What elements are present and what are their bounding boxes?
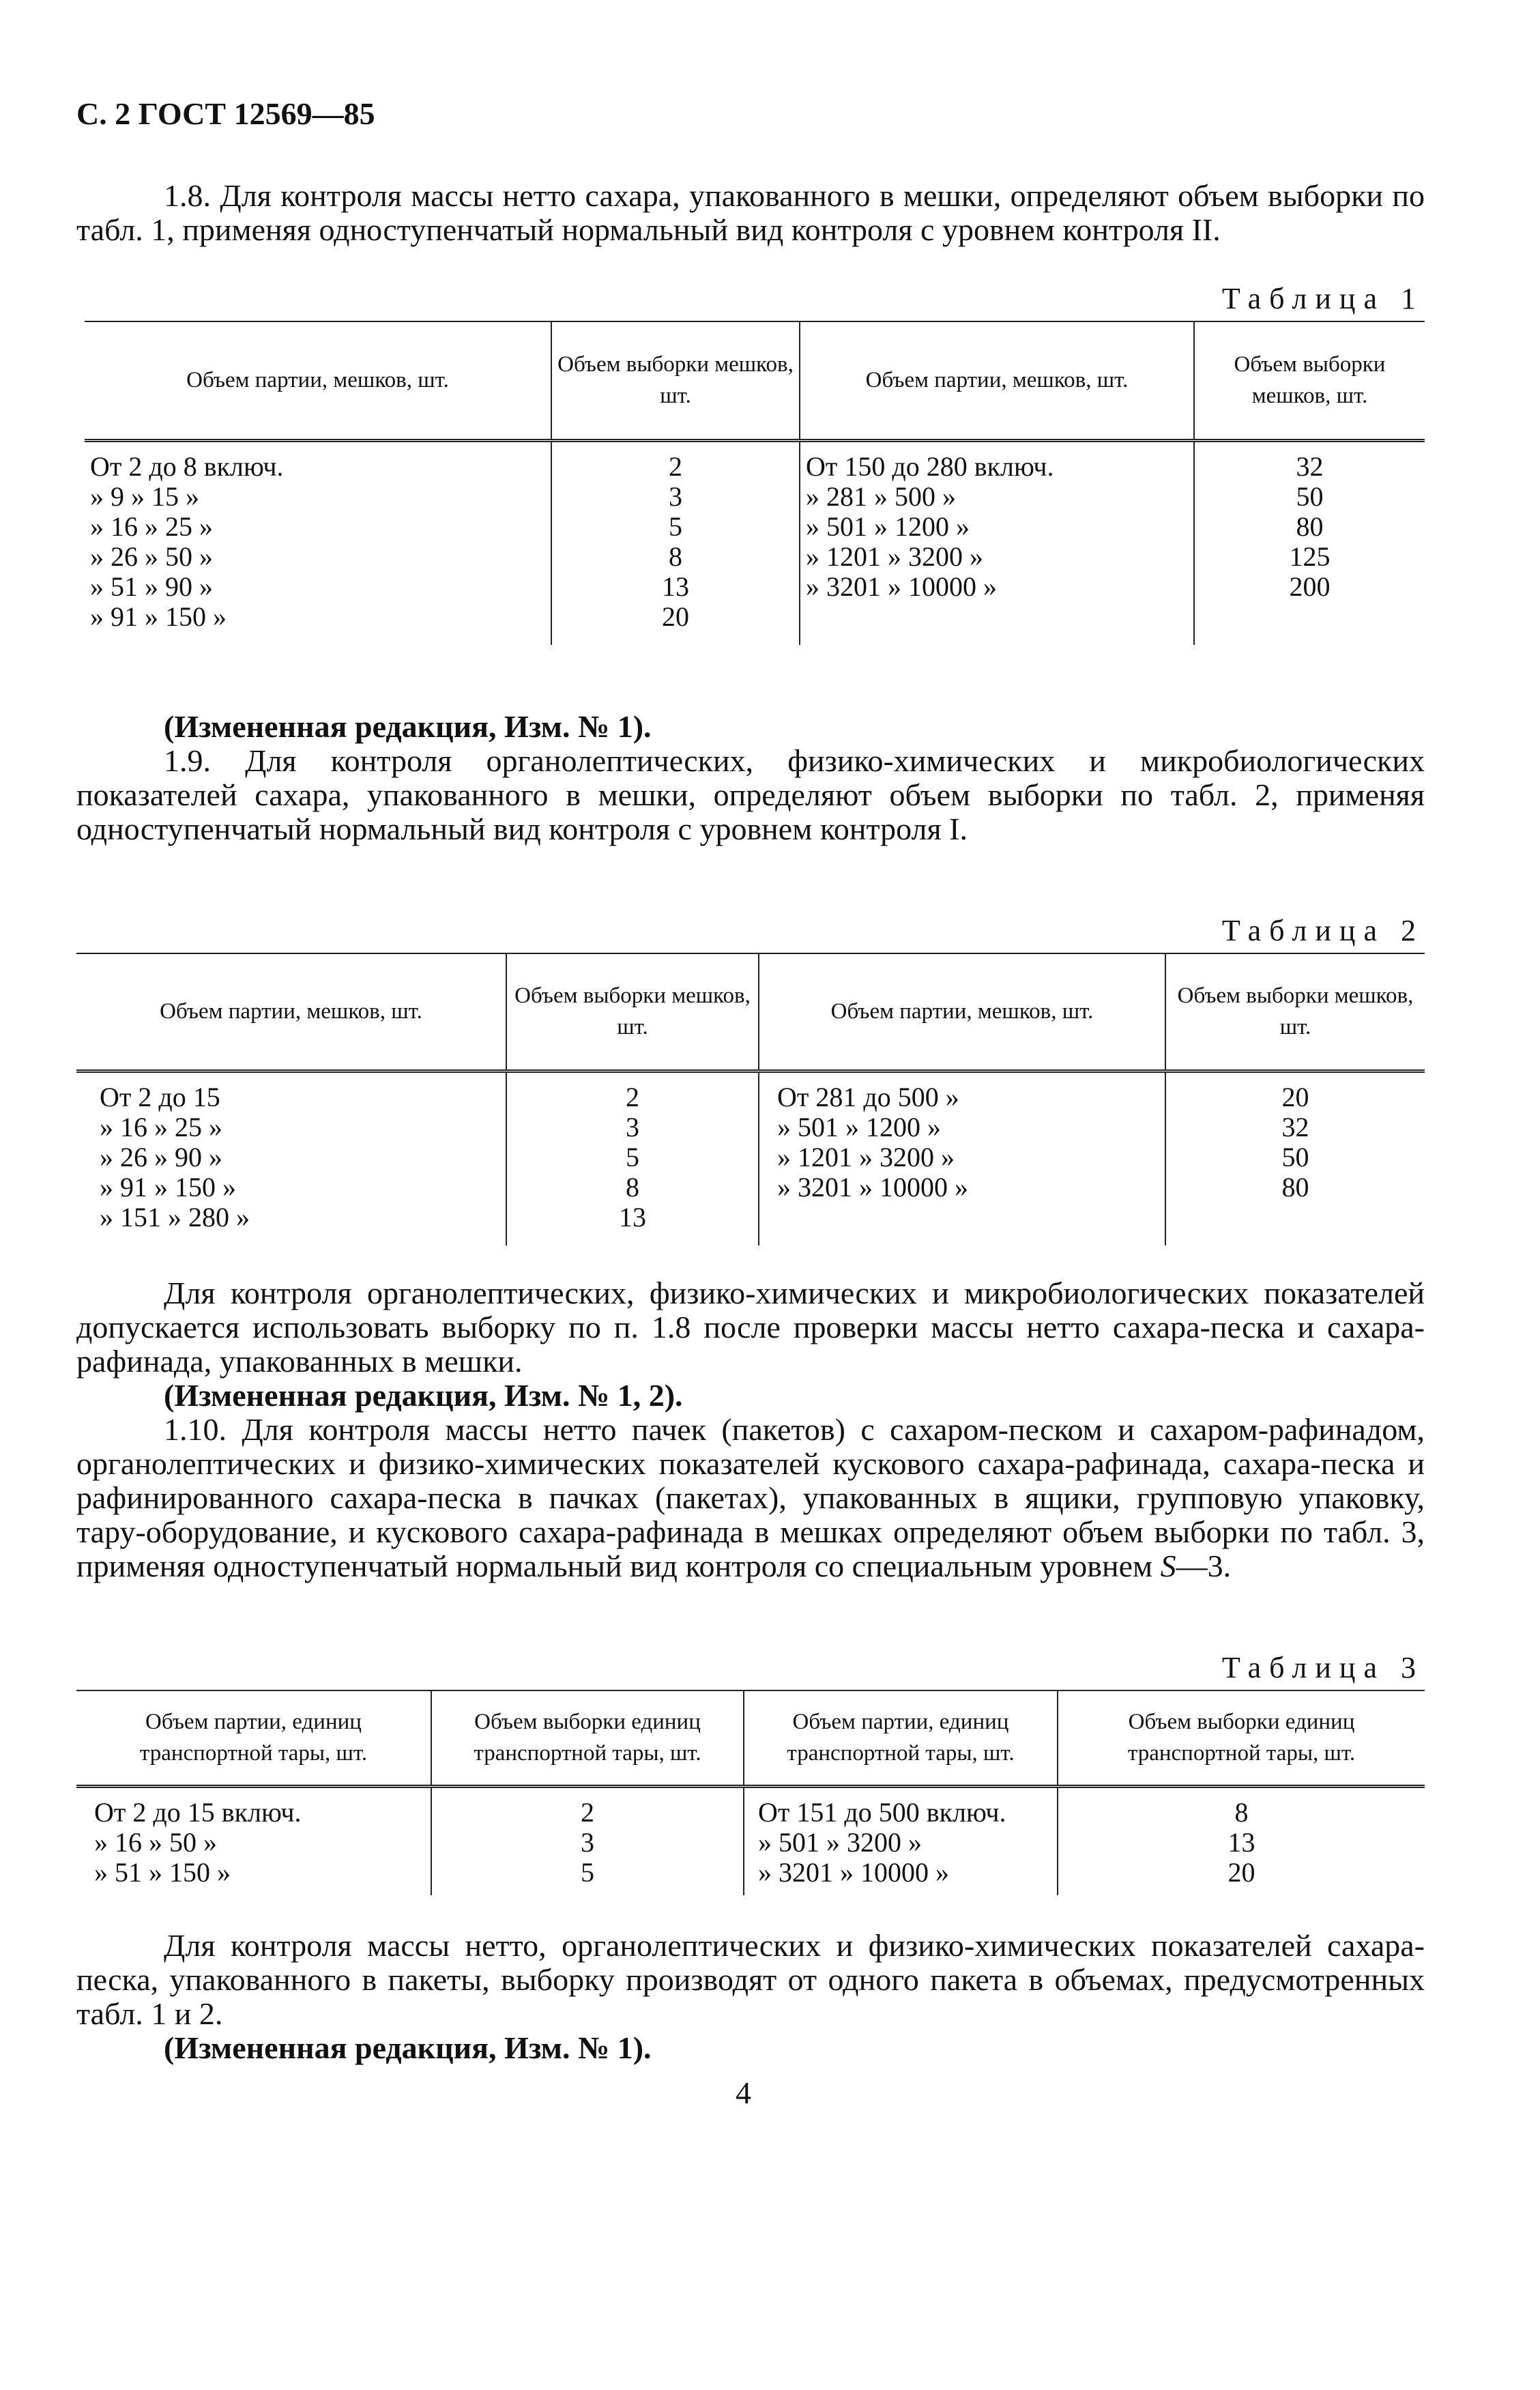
table-cell: 20: [1281, 1081, 1309, 1112]
table-1-left-ranges: [85, 440, 551, 645]
table-cell: » 501 » 3200 »: [758, 1826, 922, 1858]
table-cell: 8: [1234, 1796, 1249, 1828]
table-cell: От 2 до 8 включ.: [90, 450, 284, 482]
paragraph-1-9-text: 1.9. Для контроля органолептических, физико-химических и микробиологических показателей сахара, упакованного в мешки, определяют объем выборки по табл. 2, применяя одноступенчатый нормальный вид контроля с уровнем контроля I.: [76, 743, 1425, 846]
table-1-right-values: [1194, 440, 1425, 645]
table-cell: 50: [1296, 480, 1324, 512]
table-1-header-sample-right: Объем выборки мешков, шт.: [1194, 321, 1425, 440]
page-header: С. 2 ГОСТ 12569—85: [76, 96, 375, 131]
paragraph-last-text: Для контроля массы нетто, органолептических и физико-химических показателей сахара-песка, упакованного в пакеты, выборку производят от одного пакета в объемах, предусмотренных табл. 1 и 2.: [76, 1928, 1425, 2031]
table-cell: » 3201 » 10000 »: [806, 571, 997, 602]
table-cell: 20: [1227, 1856, 1255, 1888]
table-cell: » 1201 » 3200 »: [777, 1141, 955, 1172]
table-cell: 13: [1227, 1826, 1255, 1858]
table-2: [76, 953, 1425, 1246]
table-cell: 3: [581, 1826, 594, 1858]
table-cell: 13: [619, 1201, 646, 1233]
table-cell: 125: [1289, 541, 1331, 572]
table-cell: » 51 » 90 »: [90, 571, 213, 602]
table-3-left-ranges: [76, 1786, 431, 1895]
table-2-header-sample-left: Объем выборки мешков, шт.: [506, 953, 759, 1071]
table-3-caption: Таблица 3: [1221, 1651, 1424, 1684]
table-cell: 32: [1281, 1111, 1309, 1142]
table-1-header-sample-left: Объем выборки мешков, шт.: [551, 321, 800, 440]
table-cell: » 3201 » 10000 »: [758, 1856, 949, 1888]
table-3-right-ranges: [744, 1786, 1058, 1895]
table-cell: 8: [626, 1171, 639, 1203]
table-3-right-values: [1058, 1786, 1425, 1895]
table-cell: От 2 до 15 включ.: [94, 1796, 302, 1828]
table-2-header-batch-right: Объем партии, мешков, шт.: [759, 953, 1165, 1071]
paragraph-after-table-2: [76, 1276, 1425, 1379]
table-cell: » 9 » 15 »: [90, 480, 199, 512]
table-2-header-batch-left: Объем партии, мешков, шт.: [76, 953, 506, 1071]
amendment-note-2-text: (Измененная редакция, Изм. № 1, 2).: [164, 1378, 683, 1413]
table-2-caption: Таблица 2: [1221, 914, 1424, 947]
table-cell: » 3201 » 10000 »: [777, 1171, 968, 1203]
table-cell: 13: [662, 571, 689, 602]
table-1-header-batch-right: Объем партии, мешков, шт.: [800, 321, 1194, 440]
table-cell: 2: [669, 450, 682, 482]
amendment-note-3-text: (Измененная редакция, Изм. № 1).: [164, 2030, 652, 2065]
table-cell: » 16 » 25 »: [90, 510, 213, 542]
paragraph-1-9: [76, 744, 1425, 846]
table-1: [85, 321, 1425, 645]
table-cell: » 16 » 25 »: [100, 1111, 222, 1142]
table-2-left-values: [506, 1071, 759, 1246]
table-cell: От 151 до 500 включ.: [758, 1796, 1006, 1828]
table-cell: » 501 » 1200 »: [806, 510, 970, 542]
paragraph-1-10-level-number: —3.: [1176, 1549, 1232, 1583]
table-1-right-ranges: [800, 440, 1194, 645]
amendment-note-2: [76, 1379, 1425, 1413]
amendment-note-1: [76, 710, 1425, 744]
table-1-left-values: [551, 440, 800, 645]
paragraph-1-10-text: 1.10. Для контроля массы нетто пачек (пакетов) с сахаром-песком и сахаром-рафинадом, органолептических и физико-химических показателей кускового сахара-рафинада, сахара-песка и рафинированного сахара-песка в пачках (пакетах), упакованных в ящики, групповую упаковку, тару-оборудование, и кускового сахара-рафинада в мешках определяют объем выборки по табл. 3, применяя одноступенчатый нормальный вид контроля со специальным уровнем: [76, 1412, 1425, 1583]
table-cell: 200: [1289, 571, 1331, 602]
table-cell: » 501 » 1200 »: [777, 1111, 941, 1142]
table-cell: От 281 до 500 »: [777, 1081, 959, 1112]
table-cell: От 150 до 280 включ.: [806, 450, 1054, 482]
table-2-right-values: [1165, 1071, 1425, 1246]
table-cell: 5: [581, 1856, 594, 1888]
table-cell: » 151 » 280 »: [100, 1201, 250, 1233]
table-cell: 50: [1281, 1141, 1309, 1172]
table-3-header-batch-right: Объем партии, единиц транспортной тары, шт.: [744, 1690, 1058, 1786]
paragraph-1-10: [76, 1413, 1425, 1583]
table-cell: От 2 до 15: [100, 1081, 220, 1112]
table-cell: » 281 » 500 »: [806, 480, 956, 512]
table-3-header-batch-left: Объем партии, единиц транспортной тары, шт.: [76, 1690, 431, 1786]
table-cell: 3: [669, 480, 682, 512]
paragraph-1-8: [76, 179, 1425, 247]
table-cell: » 91 » 150 »: [100, 1171, 236, 1203]
paragraph-1-8-text: 1.8. Для контроля массы нетто сахара, упакованного в мешки, определяют объем выборки по табл. 1, применяя одноступенчатый нормальный вид контроля с уровнем контроля II.: [76, 178, 1425, 247]
paragraph-last: [76, 1929, 1425, 2031]
table-1-header-batch-left: Объем партии, мешков, шт.: [85, 321, 551, 440]
table-cell: » 26 » 50 »: [90, 541, 213, 572]
table-cell: 20: [662, 601, 689, 632]
table-3-header-sample-right: Объем выборки единиц транспортной тары, шт.: [1058, 1690, 1425, 1786]
table-cell: 80: [1281, 1171, 1309, 1203]
table-cell: » 16 » 50 »: [94, 1826, 217, 1858]
table-3: [76, 1690, 1425, 1895]
table-cell: 3: [626, 1111, 639, 1142]
table-cell: » 51 » 150 »: [94, 1856, 231, 1888]
table-cell: » 91 » 150 »: [90, 601, 227, 632]
table-2-right-ranges: [759, 1071, 1165, 1246]
table-2-left-ranges: [76, 1071, 506, 1246]
table-cell: 5: [626, 1141, 639, 1172]
table-3-left-values: [431, 1786, 744, 1895]
table-cell: 32: [1296, 450, 1324, 482]
page-number: 4: [736, 2075, 751, 2110]
amendment-note-3: [76, 2031, 1425, 2065]
amendment-note-1-text: (Измененная редакция, Изм. № 1).: [164, 709, 652, 744]
table-cell: » 1201 » 3200 »: [806, 541, 983, 572]
table-2-header-sample-right: Объем выборки мешков, шт.: [1165, 953, 1425, 1071]
table-cell: 5: [669, 510, 682, 542]
table-cell: 8: [669, 541, 682, 572]
table-cell: » 26 » 90 »: [100, 1141, 222, 1172]
table-cell: 2: [626, 1081, 639, 1112]
table-1-caption: Таблица 1: [1221, 282, 1424, 315]
table-cell: 80: [1296, 510, 1324, 542]
table-3-header-sample-left: Объем выборки единиц транспортной тары, шт.: [431, 1690, 744, 1786]
table-cell: 2: [581, 1796, 594, 1828]
paragraph-after-table-2-text: Для контроля органолептических, физико-химических и микробиологических показателей допускается использовать выборку по п. 1.8 после проверки массы нетто сахара-песка и сахара-рафинада, упакованных в мешки.: [76, 1276, 1425, 1379]
paragraph-1-10-level-letter: S: [1160, 1549, 1176, 1583]
